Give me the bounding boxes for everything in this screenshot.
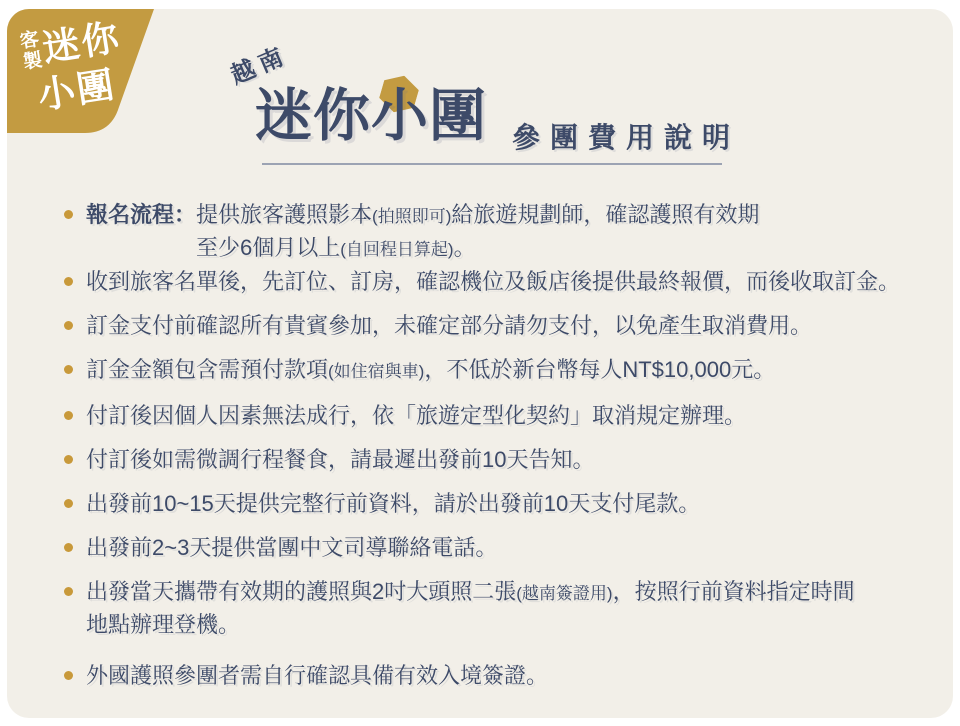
bullet-icon <box>64 210 73 219</box>
item-text <box>86 660 928 691</box>
item-content <box>86 266 928 297</box>
header-kicker: 越南 <box>226 41 293 90</box>
list-item <box>64 266 928 297</box>
item-text <box>86 444 928 475</box>
item-content <box>86 488 928 519</box>
item-text <box>86 310 928 341</box>
list-item <box>64 576 928 640</box>
bullet-icon <box>64 277 73 286</box>
bullet-icon <box>64 587 73 596</box>
item-text-segment: 外國護照參團者需自行確認具備有效入境簽證。 <box>86 663 549 688</box>
header-divider <box>262 163 722 165</box>
bullet-icon <box>64 321 73 330</box>
badge-title-line2: 小團 <box>35 63 119 117</box>
badge-title-line1: 迷你 <box>39 16 124 70</box>
item-text-segment: 至少6個月以上 <box>196 235 341 260</box>
bullet-icon <box>64 499 73 508</box>
item-content <box>86 660 928 691</box>
item-text <box>86 266 928 297</box>
item-text-segment: 。 <box>453 235 476 260</box>
item-text-small: (如住宿與車) <box>328 362 425 381</box>
list-item <box>64 488 928 519</box>
item-text-segment: 訂金金額包含需預付款項 <box>86 357 329 382</box>
info-card <box>7 9 953 718</box>
item-content <box>86 444 928 475</box>
item-text <box>86 532 928 563</box>
item-text-segment: 出發當天攜帶有效期的護照與2吋大頭照二張 <box>86 579 517 604</box>
item-text-segment: 收到旅客名單後，先訂位、訂房，確認機位及飯店後提供最終報價，而後收取訂金。 <box>86 269 901 294</box>
item-text-segment: 提供旅客護照影本 <box>196 202 373 227</box>
item-text-segment: ，按照行前資料指定時間 <box>612 579 855 604</box>
item-text <box>196 199 928 265</box>
item-text-small: (越南簽證用) <box>516 584 613 603</box>
item-text-segment: 出發前2~3天提供當團中文司導聯絡電話。 <box>86 535 498 560</box>
list-item <box>64 310 928 341</box>
list-item <box>64 199 928 265</box>
bullet-icon <box>64 543 73 552</box>
item-text-small: (自回程日算起) <box>340 240 454 259</box>
item-content <box>86 576 928 640</box>
item-content <box>86 532 928 563</box>
item-content <box>86 199 928 265</box>
item-content <box>86 354 928 387</box>
item-text <box>86 488 928 519</box>
item-text <box>86 400 928 431</box>
page-subtitle: 參團費用說明 <box>512 122 741 153</box>
item-text-segment: 出發前10~15天提供完整行前資料，請於出發前10天支付尾款。 <box>86 491 701 516</box>
item-text-segment: 給旅遊規劃師，確認護照有效期 <box>451 202 760 227</box>
list-item <box>64 444 928 475</box>
bullet-icon <box>64 365 73 374</box>
item-label: 報名流程： <box>86 202 197 227</box>
list-item <box>64 400 928 431</box>
item-text-small: (拍照即可) <box>372 207 452 226</box>
item-text-segment: 地點辦理登機。 <box>86 612 241 637</box>
item-text-segment: 付訂後如需微調行程餐食，請最遲出發前10天告知。 <box>86 447 595 472</box>
page-title: 迷你小團 <box>255 84 487 148</box>
corner-badge <box>12 9 158 132</box>
item-content <box>86 310 928 341</box>
bullet-icon <box>64 671 73 680</box>
item-text-segment: 付訂後因個人因素無法成行，依「旅遊定型化契約」取消規定辦理。 <box>86 403 747 428</box>
list-item <box>64 660 928 691</box>
item-text <box>86 576 928 640</box>
bullet-icon <box>64 455 73 464</box>
item-text-segment: 訂金支付前確認所有貴賓參加，未確定部分請勿支付，以免產生取消費用。 <box>86 313 813 338</box>
badge-vertical-label: 客製 <box>18 29 44 74</box>
item-content <box>86 400 928 431</box>
bullet-icon <box>64 411 73 420</box>
item-text-segment: ，不低於新台幣每人NT$10,000元。 <box>424 357 776 382</box>
item-text <box>86 354 928 387</box>
list-item <box>64 354 928 387</box>
list-item <box>64 532 928 563</box>
fee-notes-list <box>64 199 928 704</box>
